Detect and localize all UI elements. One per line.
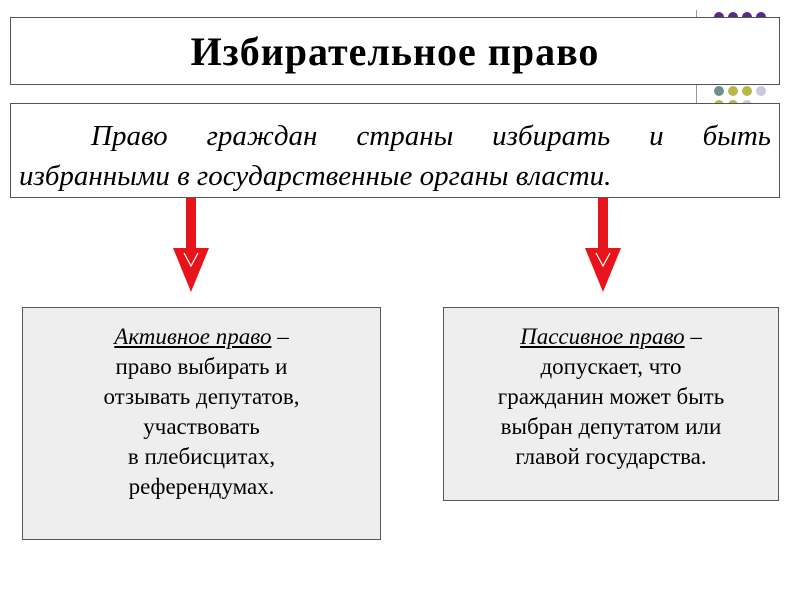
active-right-line: референдумах.	[128, 474, 275, 499]
definition-line-1	[19, 116, 771, 156]
passive-right-line: главой государства.	[515, 444, 707, 469]
active-right-dash: –	[271, 324, 289, 349]
decor-dot	[714, 86, 724, 96]
decor-dot	[742, 86, 752, 96]
page-title: Избирательное право	[190, 28, 600, 74]
decor-dot	[756, 86, 766, 96]
active-right-box	[22, 307, 381, 540]
definition-word: и	[649, 120, 664, 152]
active-right-line: в плебисцитах,	[127, 444, 276, 469]
active-right-line: участвовать	[143, 414, 260, 439]
definition-word: страны	[356, 120, 454, 152]
definition-word: быть	[702, 120, 771, 152]
active-right-line: право выбирать и	[115, 354, 288, 379]
definition-box	[10, 103, 780, 198]
down-arrow-icon	[171, 198, 211, 293]
passive-right-line: выбран депутатом или	[500, 414, 722, 439]
title-box	[10, 17, 780, 85]
passive-right-line: допускает, что	[540, 354, 682, 379]
active-right-line: отзывать депутатов,	[103, 384, 300, 409]
down-arrow-icon	[583, 198, 623, 293]
active-right-heading	[23, 322, 380, 352]
definition-word: граждан	[206, 120, 318, 152]
active-right-term: Активное право	[114, 324, 272, 349]
passive-right-term: Пассивное право	[520, 324, 685, 349]
definition-word: Право	[91, 120, 168, 152]
passive-right-dash: –	[684, 324, 702, 349]
decor-dot	[728, 86, 738, 96]
passive-right-line: гражданин может быть	[497, 384, 725, 409]
passive-right-box	[443, 307, 779, 501]
passive-right-heading	[444, 322, 778, 352]
definition-line-2: избранными в государственные органы власти.	[19, 160, 612, 192]
definition-word: избирать	[492, 120, 611, 152]
